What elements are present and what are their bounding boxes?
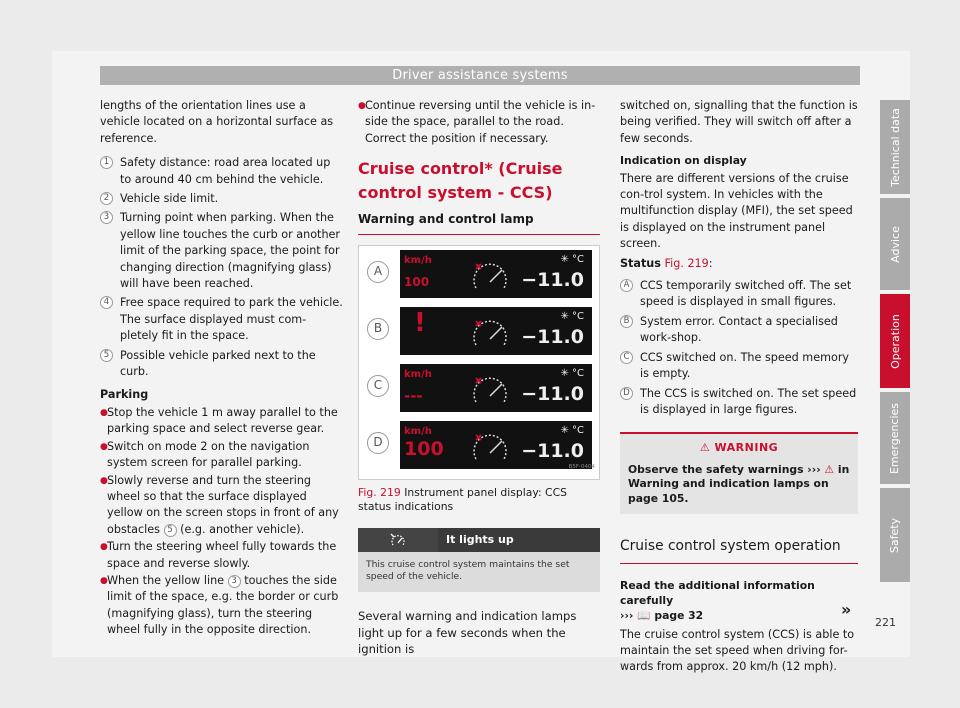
bullet-item (100, 473, 343, 539)
table-header (358, 528, 600, 552)
warning-box (620, 432, 858, 514)
list-item-text: Possible vehicle parked next to the curb. (120, 348, 316, 379)
tab-advice[interactable] (880, 198, 910, 290)
warning-title-text: WARNING (714, 441, 779, 455)
cruise-control-lamp-icon (358, 528, 438, 552)
unit-label: km/h (404, 425, 432, 437)
bullet-item: ● Switch on mode 2 on the navigation system screen for parallel parking. (100, 439, 343, 472)
number-badge: 4 (100, 296, 113, 309)
instrument-display (400, 421, 592, 469)
row-letter: B (367, 318, 389, 340)
temperature-unit: ✳ °C (560, 310, 584, 322)
letter-badge: B (620, 315, 633, 328)
list-item-text: Safety distance: road area located up to around 40 cm behind the vehicle. (120, 156, 331, 186)
number-badge: 3 (100, 211, 113, 224)
column-2 (358, 98, 600, 658)
list-item-text: CCS temporarily switched off. The set speed is displayed in small figures. (640, 279, 852, 309)
tab-emergencies[interactable] (880, 392, 910, 484)
list-item-text: Turning point when parking. When the yellow line touches the curb or another limit of the parking space, the point for changing direction (magnifying glass) will have been reached. (120, 211, 341, 291)
tab-label: Safety (888, 517, 902, 553)
bullet-item (100, 573, 343, 639)
bullet-text: Slowly reverse and turn the steering wheel so that the surface displayed yellow on the screen stops in front of any obstacles (107, 473, 339, 536)
figure-label: Fig. 219 (358, 485, 401, 499)
set-speed-empty: --- (404, 386, 423, 405)
warning-triangle-icon: ⚠ (699, 441, 711, 455)
list-item (620, 314, 858, 347)
numbered-list (100, 155, 343, 380)
row-letter: A (367, 261, 389, 283)
list-item-text: Free space required to park the vehicle. The surface displayed must com-pletely fit in the space. (120, 296, 343, 343)
temperature-unit: ✳ °C (560, 253, 584, 265)
bullet-text: (e.g. another vehicle). (180, 522, 305, 536)
number-badge: 1 (100, 156, 113, 169)
set-speed-large: 100 (404, 437, 444, 460)
temperature-value: −11.0 (521, 268, 584, 291)
display-row-d (359, 417, 601, 473)
table-header-label: It lights up (438, 528, 600, 552)
figure-code: B5F-0404 (568, 464, 595, 471)
read-info (620, 578, 858, 623)
parking-heading: Parking (100, 387, 149, 401)
subheading: Warning and control lamp (358, 212, 534, 227)
read-info-text: Read the additional information carefully (620, 578, 815, 607)
chapter-heading: Cruise control* (Cruise control system - CCS) (358, 159, 563, 203)
unit-label: km/h (404, 368, 432, 380)
warning-text: in Warning and indication lamps on page 105. (628, 462, 850, 505)
list-item (100, 191, 343, 207)
instrument-display (400, 250, 592, 298)
list-item (100, 155, 343, 188)
list-item (100, 295, 343, 344)
book-icon: 📖 (637, 608, 651, 622)
warning-triangle-icon: ⚠ (824, 462, 835, 476)
letter-badge: A (620, 279, 633, 292)
paragraph: There are different versions of the cruise con-trol system. In vehicles with the multifunction display (MFI), the set speed is displayed on the instrument panel screen. (620, 171, 853, 251)
list-item-text: The CCS is switched on. The set speed is displayed in large figures. (640, 386, 857, 416)
row-letter: C (367, 375, 389, 397)
bullet-item: ● Continue reversing until the vehicle is in-side the space, parallel to the road. Correct the position if necessary. (358, 98, 600, 147)
bullet-text: When the yellow line (107, 573, 225, 587)
display-row-a (359, 246, 601, 302)
tab-label: Emergencies (888, 402, 902, 474)
warning-title (628, 440, 850, 456)
list-item-text: Vehicle side limit. (120, 192, 219, 206)
lamp-table (358, 528, 600, 593)
temperature-value: −11.0 (521, 382, 584, 405)
page-header: Driver assistance systems (100, 66, 860, 85)
list-item (620, 386, 858, 419)
tab-label: Operation (888, 313, 902, 369)
cruise-gauge-icon (470, 258, 510, 294)
temperature-value: −11.0 (521, 439, 584, 462)
section-heading: Indication on display (620, 154, 747, 168)
set-speed-small: 100 (404, 274, 430, 289)
figure-ref-link[interactable]: Fig. 219 (664, 256, 709, 270)
list-item-text: CCS switched on. The speed memory is empty. (640, 350, 850, 381)
temperature-value: −11.0 (521, 325, 584, 348)
tab-safety[interactable] (880, 488, 910, 582)
arrows: ››› (620, 608, 634, 622)
instrument-display (400, 364, 592, 412)
warning-body (628, 463, 850, 507)
row-letter: D (367, 432, 389, 454)
temperature-unit: ✳ °C (560, 424, 584, 436)
figure-caption (358, 486, 600, 514)
bullet-item: ● Stop the vehicle 1 m away parallel to the parking space and select reverse gear. (100, 405, 343, 438)
status-list (620, 278, 858, 418)
page-ref-link[interactable]: page 32 (654, 608, 704, 622)
status-label: Status (620, 256, 661, 270)
cruise-gauge-icon (470, 429, 510, 465)
status-line (620, 256, 858, 272)
figure-219 (358, 245, 600, 480)
intro-text: lengths of the orientation lines use a vehicle located on a horizontal surface as reference. (100, 99, 334, 145)
tab-label: Advice (888, 225, 902, 263)
letter-badge: C (620, 351, 633, 364)
column-3 (620, 98, 858, 676)
error-exclamation-icon: ! (414, 307, 426, 338)
list-item (100, 348, 343, 381)
tab-label: Technical data (888, 107, 902, 187)
letter-badge: D (620, 387, 633, 400)
tab-operation[interactable] (880, 294, 910, 388)
status-colon: : (708, 256, 713, 270)
cruise-gauge-icon (470, 315, 510, 351)
display-row-c (359, 360, 601, 416)
tab-technical-data[interactable] (880, 100, 910, 194)
number-badge: 3 (228, 575, 241, 588)
table-body: This cruise control system maintains the set speed of the vehicle. (358, 552, 600, 593)
list-item-text: System error. Contact a specialised work-shop. (640, 314, 838, 345)
unit-label: km/h (404, 254, 432, 266)
number-badge: 5 (100, 349, 113, 362)
number-badge: 2 (100, 192, 113, 205)
divider (358, 234, 600, 235)
number-badge: 5 (164, 524, 177, 537)
display-row-b (359, 303, 601, 359)
paragraph: Several warning and indication lamps light up for a few seconds when the ignition is (358, 609, 577, 657)
paragraph: switched on, signalling that the function is being verified. They will switch off after a few seconds. (620, 99, 858, 145)
section-heading-operation: Cruise control system operation (620, 538, 858, 563)
list-item (620, 350, 858, 383)
list-item (620, 278, 858, 311)
column-1 (100, 98, 343, 639)
bullet-text: touches the side limit of the space, e.g. the border or curb (magnifying glass), turn the steering wheel fully in the opposite direction. (107, 573, 339, 637)
bullet-item: ● Turn the steering wheel fully towards the space and reverse slowly. (100, 539, 343, 572)
caption-text: Instrument panel display: CCS status indications (358, 485, 567, 513)
list-item (100, 210, 343, 292)
continue-mark: » (841, 600, 852, 619)
instrument-display (400, 307, 592, 355)
cruise-gauge-icon (470, 372, 510, 408)
page-number: 221 (875, 616, 896, 629)
paragraph: The cruise control system (CCS) is able to maintain the set speed when driving for-wards from approx. 20 km/h (12 mph). (620, 627, 855, 674)
warning-text: Observe the safety warnings ››› (628, 462, 821, 476)
temperature-unit: ✳ °C (560, 367, 584, 379)
